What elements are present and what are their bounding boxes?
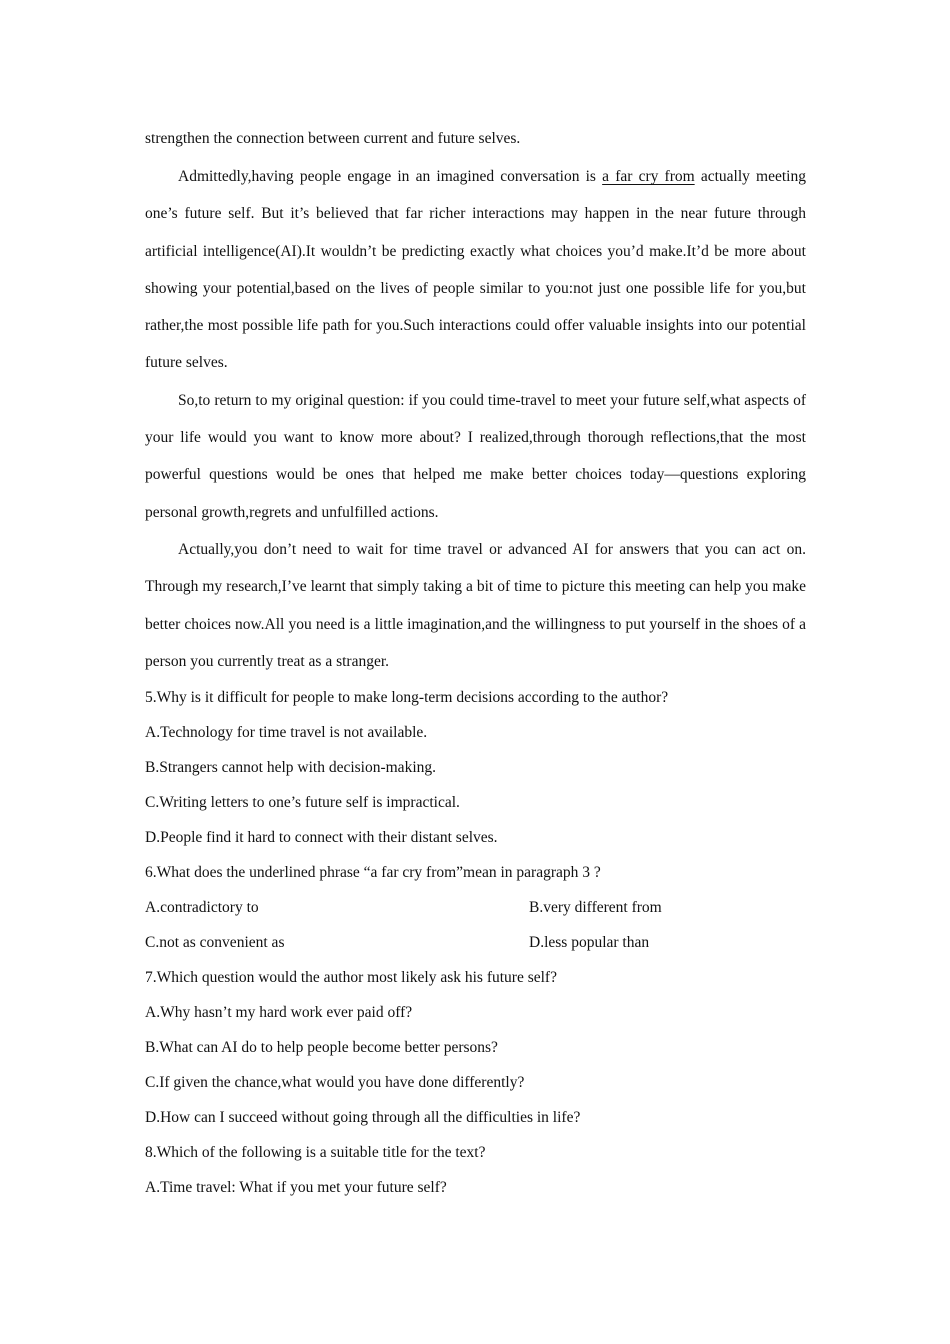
paragraph-3-text-start: Admittedly,having people engage in an imagined conversation is [178,168,603,185]
question-7-option-b: B.What can AI do to help people become better persons? [145,1039,498,1057]
question-5-option-c: C.Writing letters to one’s future self is impractical. [145,794,460,812]
passage-paragraph-continued: strengthen the connection between current and future selves. [145,130,521,147]
question-6-options-row-2 [145,925,806,960]
question-6-options-row-1 [145,890,806,925]
passage-paragraph-5: Actually,you don’t need to wait for time travel or advanced AI for answers that you can act on. Through my research,I’ve learnt that simply taking a bit of time to picture this meeting can help you make better choices now.All you need is a little imagination,and the willingness to put yourself in the shoes of a person you currently treat as a stranger. [145,540,806,670]
question-6-option-d: D.less popular than [529,934,650,952]
document-content [145,123,806,1205]
underlined-phrase: a far cry from [602,168,695,185]
question-5-option-a: A.Technology for time travel is not available. [145,724,428,742]
question-7-option-a: A.Why hasn’t my hard work ever paid off? [145,1004,413,1022]
question-7-option-c: C.If given the chance,what would you have done differently? [145,1074,525,1092]
passage-paragraph-4: So,to return to my original question: if you could time-travel to meet your future self,what aspects of your life would you want to know more about? I realized,through thorough reflections,that the most powerful questions would be ones that helped me make better choices today—questions exploring personal growth,regrets and unfulfilled actions. [145,391,806,521]
question-6-option-a: A.contradictory to [145,899,259,917]
question-5-option-b: B.Strangers cannot help with decision-making. [145,759,436,777]
question-6 [145,855,806,960]
question-7-option-d: D.How can I succeed without going through all the difficulties in life? [145,1109,581,1127]
passage-paragraph-3 [145,158,806,382]
question-5-option-d: D.People find it hard to connect with their distant selves. [145,829,498,847]
question-7-stem: 7.Which question would the author most likely ask his future self? [145,969,557,987]
question-8 [145,1135,806,1205]
question-6-stem: 6.What does the underlined phrase “a far cry from”mean in paragraph 3 ? [145,864,601,882]
question-6-option-c: C.not as convenient as [145,934,285,952]
question-5 [145,680,806,855]
question-5-stem: 5.Why is it difficult for people to make long-term decisions according to the author? [145,689,669,707]
question-7 [145,960,806,1135]
question-6-option-b: B.very different from [529,899,662,917]
question-8-option-a: A.Time travel: What if you met your future self? [145,1179,447,1197]
question-8-stem: 8.Which of the following is a suitable title for the text? [145,1144,486,1162]
paragraph-3-text-end: actually meeting one’s future self. But it’s believed that far richer interactions may happen in the near future through artificial intelligence(AI).It wouldn’t be predicting exactly what choices you’d make.It’d be more about showing your potential,based on the lives of people similar to you:not just one possible life for you,but rather,the most possible life path for you.Such interactions could offer valuable insights into our potential future selves. [145,168,806,372]
